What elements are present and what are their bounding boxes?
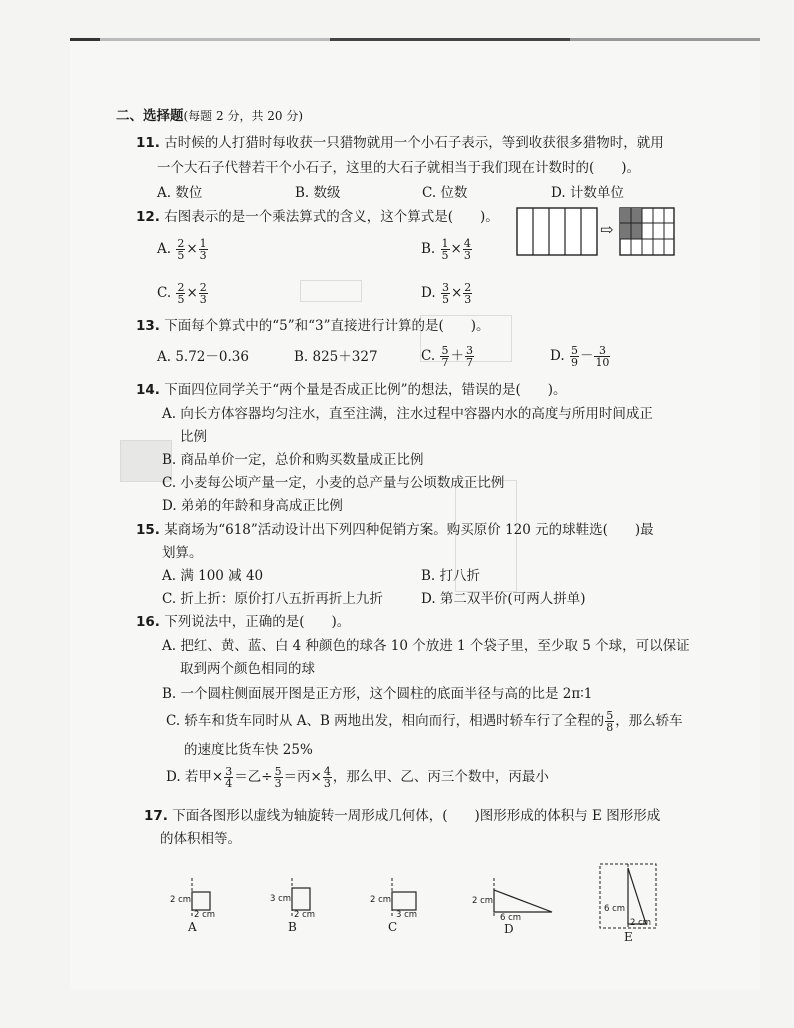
q17-figure-b[interactable] [268,876,338,936]
section-note: (每题 2 分，共 20 分) [183,109,304,123]
q13-option-d[interactable] [550,341,611,371]
q13-c-frac2: $\frac{3}{7}$ [465,344,473,369]
q11-option-b[interactable]: B. 数级 [295,185,341,201]
figure-a-label: A [188,920,197,934]
q12-a-frac2: $\frac{1}{3}$ [199,237,207,262]
q16-d-frac2: $\frac{5}{3}$ [274,765,282,790]
q16-option-c-cont: 的速度比货车快 25% [184,742,313,758]
q12-option-a[interactable]: A. $\frac{2}{5}$ × $\frac{1}{3}$ [157,237,207,262]
q16-text: 下列说法中，正确的是( )。 [164,614,351,630]
q16-d-text1: D. 若甲× [166,769,224,785]
q13-option-c[interactable] [421,341,475,371]
q11-text1: 古时候的人打猎时每收获一只猎物就用一个小石子表示，等到收获很多猎物时，就用 [164,135,664,151]
q14-line [136,380,567,400]
q12-d-frac1: $\frac{3}{5}$ [441,281,449,306]
q14-option-a[interactable]: A. 向长方体容器均匀注水，直至注满，注水过程中容器内水的高度与所用时间成正 [162,406,653,422]
q16-d-frac1: $\frac{3}{4}$ [225,765,233,790]
q13-option-b[interactable]: B. 825＋327 [294,349,378,365]
q12-b-frac2: $\frac{4}{3}$ [463,237,471,262]
q13-option-a[interactable]: A. 5.72－0.36 [157,349,249,365]
q17-line1 [144,806,660,826]
q13-d-frac1: $\frac{5}{9}$ [570,344,578,369]
q17-number: 17. [144,808,168,824]
figure-d-dim-base: 6 cm [500,913,522,923]
q12-d-frac2: $\frac{2}{3}$ [464,281,472,306]
q13-d-op: － [579,348,594,364]
figure-e-dim-base: 2 cm [630,918,652,928]
q13-c-frac1: $\frac{5}{7}$ [441,344,449,369]
q13-c-op: ＋ [450,348,464,364]
q16-option-a[interactable]: A. 把红、黄、蓝、白 4 种颜色的球各 10 个放进 1 个袋子里，至少取 5 个球，可以保证 [162,638,690,654]
q12-option-c[interactable]: C. $\frac{2}{5}$ × $\frac{2}{3}$ [157,281,207,306]
q11-option-c[interactable]: C. 位数 [422,185,468,201]
q11-option-a[interactable]: A. 数位 [157,185,203,201]
q12-option-d[interactable]: D. $\frac{3}{5}$ × $\frac{2}{3}$ [421,281,472,306]
figure-c-dim-height: 2 cm [370,895,392,905]
q12-c-frac1: $\frac{2}{5}$ [177,281,185,306]
q13-text: 下面每个算式中的“5”和“3”直接进行计算的是( )。 [164,318,490,334]
q16-option-a-cont: 取到两个颜色相同的球 [180,661,315,677]
figure-b-dim-height: 3 cm [270,894,292,904]
q12-diagram [516,207,676,263]
q13-line [136,316,490,336]
q14-number: 14. [136,382,160,398]
q14-option-c[interactable]: C. 小麦每公顷产量一定，小麦的总产量与公顷数成正比例 [162,475,505,491]
q13-d-frac2: $\frac{3}{10}$ [595,344,610,369]
q16-option-d[interactable] [166,762,549,792]
q15-option-a[interactable]: A. 满 100 减 40 [162,568,264,584]
q16-d-text4: ，那么甲、乙、丙三个数中，丙最小 [332,769,549,785]
q16-d-text3: ＝丙× [283,769,322,785]
q17-text1: 下面各图形以虚线为轴旋转一周形成几何体，( )图形形成的体积与 E 图形形成 [172,808,661,824]
figure-a-dim-width: 2 cm [194,910,216,920]
q15-option-c[interactable]: C. 折上折：原价打八五折再折上九折 [162,591,383,607]
q17-text2: 的体积相等。 [160,831,241,847]
q16-number: 16. [136,614,160,630]
q12-option-b[interactable]: B. $\frac{1}{5}$ × $\frac{4}{3}$ [421,237,471,262]
bleed-through-box [300,280,362,302]
figure-e-label: E [624,930,633,944]
page-top-edge [70,38,760,41]
q17-figure-e[interactable] [596,862,666,944]
q12-c-label: C. [157,285,172,301]
q12-arrow-icon: ⇨ [600,220,614,239]
q12-b-label: B. [421,241,436,257]
figure-e-dim-height: 6 cm [604,904,626,914]
q13-d-label: D. [550,348,565,364]
figure-b-dim-width: 2 cm [294,910,316,920]
q13-number: 13. [136,318,160,334]
q15-line1 [136,520,654,540]
q12-diagram-svg [516,207,676,259]
q14-text: 下面四位同学关于“两个量是否成正比例”的想法，错误的是( )。 [164,382,567,398]
q12-line [136,207,499,227]
q13-c-label: C. [421,348,436,364]
q17-figure-d[interactable] [470,876,560,938]
figure-a-dim-height: 2 cm [170,895,192,905]
q17-figure-a[interactable] [168,876,238,936]
q16-c-text1: C. 轿车和货车同时从 A、B 两地出发，相向而行，相遇时轿车行了全程的 [166,713,605,729]
figure-d-label: D [504,922,514,936]
q11-number: 11. [136,135,160,151]
q14-option-b[interactable]: B. 商品单价一定，总价和购买数量成正比例 [162,452,424,468]
q16-option-b[interactable]: B. 一个圆柱侧面展开图是正方形，这个圆柱的底面半径与高的比是 2π∶1 [162,686,593,702]
q12-c-frac2: $\frac{2}{3}$ [199,281,207,306]
q14-option-a-cont: 比例 [180,429,207,445]
figure-c-dim-width: 3 cm [396,910,418,920]
q12-a-frac1: $\frac{2}{5}$ [177,237,185,262]
section-title: 二、选择题 [116,108,184,124]
q17-figure-c[interactable] [368,876,448,936]
q15-text1: 某商场为“618”活动设计出下列四种促销方案。购买原价 120 元的球鞋选( )最 [164,522,654,538]
figure-d-dim-height: 2 cm [472,896,494,906]
q15-text2: 划算。 [162,545,203,561]
q16-d-text2: ＝乙÷ [234,769,273,785]
q11-text2: 一个大石子代替若干个小石子，这里的大石子就相当于我们现在计数时的( )。 [157,160,641,176]
q12-text: 右图表示的是一个乘法算式的含义，这个算式是( )。 [164,209,499,225]
q14-option-d[interactable]: D. 弟弟的年龄和身高成正比例 [162,498,343,514]
q15-option-d[interactable]: D. 第二双半价(可两人拼单) [421,591,586,607]
q11-option-d[interactable]: D. 计数单位 [551,185,624,201]
figure-b-label: B [288,920,297,934]
q15-option-b[interactable]: B. 打八折 [421,568,481,584]
q12-number: 12. [136,209,160,225]
q12-d-label: D. [421,285,436,301]
q12-b-frac1: $\frac{1}{5}$ [441,237,449,262]
q12-a-label: A. [157,241,172,257]
q16-c-text2: ，那么轿车 [615,713,683,729]
figure-c-label: C [388,920,398,934]
q11-line1 [136,133,664,153]
q15-number: 15. [136,522,160,538]
q16-option-c[interactable] [166,706,683,736]
section-header [116,106,303,126]
q16-d-frac3: $\frac{4}{3}$ [323,765,331,790]
q16-line [136,612,350,632]
q16-c-frac: $\frac{5}{8}$ [606,709,614,734]
